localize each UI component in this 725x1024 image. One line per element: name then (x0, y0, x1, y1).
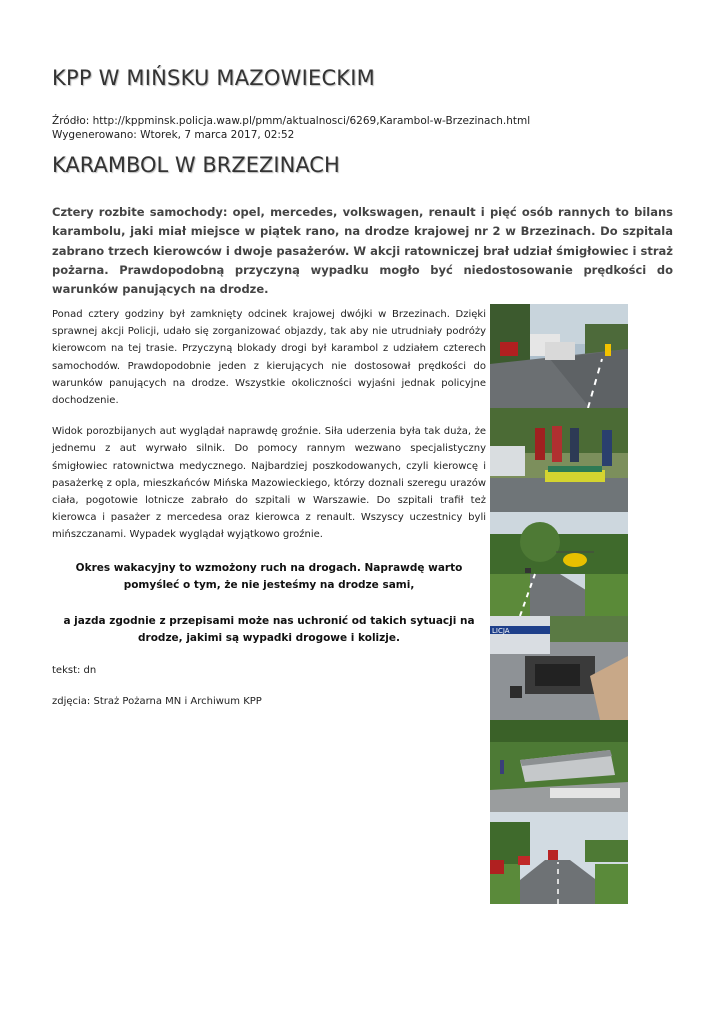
photo-column (490, 304, 628, 904)
police-car-wreck-photo (490, 616, 628, 720)
police-car-wreck-image (490, 616, 628, 720)
fire-trucks-road-image (490, 812, 628, 904)
text-credit: tekst: dn (52, 664, 97, 676)
fire-trucks-road-photo (490, 812, 628, 904)
generated-line: Wygenerowano: Wtorek, 7 marca 2017, 02:52 (52, 129, 295, 141)
photo-credit: zdjęcia: Straż Pożarna MN i Archiwum KPP (52, 695, 262, 707)
document-meta (52, 114, 530, 142)
source-line: Źródło: http://kppminsk.policja.waw.pl/pmm/aktualnosci/6269,Karambol-w-Brzezinach.html (52, 115, 531, 127)
body-paragraph: Ponad cztery godziny był zamknięty odcinek krajowej dwójki w Brzezinach. Dzięki sprawnej akcji Policji, udało się zorganizować objazdy, tak aby nie utrudniały podróży kierowcom na tej trasie. Przyczyną blokady drogi był karambol z udziałem czterech samochodów. Prawdopodobnie jeden z kierujących nie dostosował prędkości do warunków panujących na drodze. Wszystkie okoliczności wyjaśni jednak policyjne dochodzenie. (52, 309, 486, 407)
helicopter-road-image (490, 512, 628, 616)
overturned-van-image (490, 720, 628, 812)
road-crash-image (490, 304, 628, 408)
emphasis-paragraph: Okres wakacyjny to wzmożony ruch na drogach. Naprawdę warto pomyśleć o tym, że nie jesteśmy na drodze sami, (75, 561, 463, 592)
site-title: KPP W MIŃSKU MAZOWIECKIM (52, 66, 375, 90)
helicopter-road-photo (490, 512, 628, 616)
body-paragraph: Widok porozbijanych aut wyglądał naprawdę groźnie. Siła uderzenia była tak duża, że jednemu z aut wyrwało silnik. Do pomocy rannym wezwano specjalistyczny śmigłowiec ratownictwa medycznego. Najbardziej poszkodowanych, czyli kierowcę i pasażerkę z opla, mieszkańców Mińska Mazowieckiego, którzy doznali szeregu urazów ciała, pogotowie lotnicze zabrało do szpitali w Warszawie. Do szpitali trafił też kierowca i pasażer z mercedesa oraz kierowca z renault. Wszyscy uczestnicy byli mińszczanami. Wypadek wyglądał wyjątkowo groźnie. (52, 426, 486, 541)
article-title: KARAMBOL W BRZEZINACH (52, 153, 340, 177)
police-car-sign: LICJA (492, 627, 510, 635)
road-crash-photo (490, 304, 628, 408)
rescuers-stretcher-image (490, 408, 628, 512)
article-lead: Cztery rozbite samochody: opel, mercedes, volkswagen, renault i pięć osób rannych to bilans karambolu, jaki miał miejsce w piątek rano, na drodze krajowej nr 2 w Brzezinach. Do szpitala zabrano trzech kierowców i dwoje pasażerów. W akcji ratowniczej brał udział śmigłowiec i straż pożarna. Prawdopodobną przyczyną wypadku mogło być niedostosowanie prędkości do warunków panujących na drodze. (52, 205, 673, 297)
emphasis-paragraph: a jazda zgodnie z przepisami może nas uchronić od takich sytuacji na drodze, jakimi są wypadki drogowe i kolizje. (63, 614, 475, 645)
rescuers-stretcher-photo (490, 408, 628, 512)
article-body (52, 306, 486, 709)
overturned-van-photo (490, 720, 628, 812)
